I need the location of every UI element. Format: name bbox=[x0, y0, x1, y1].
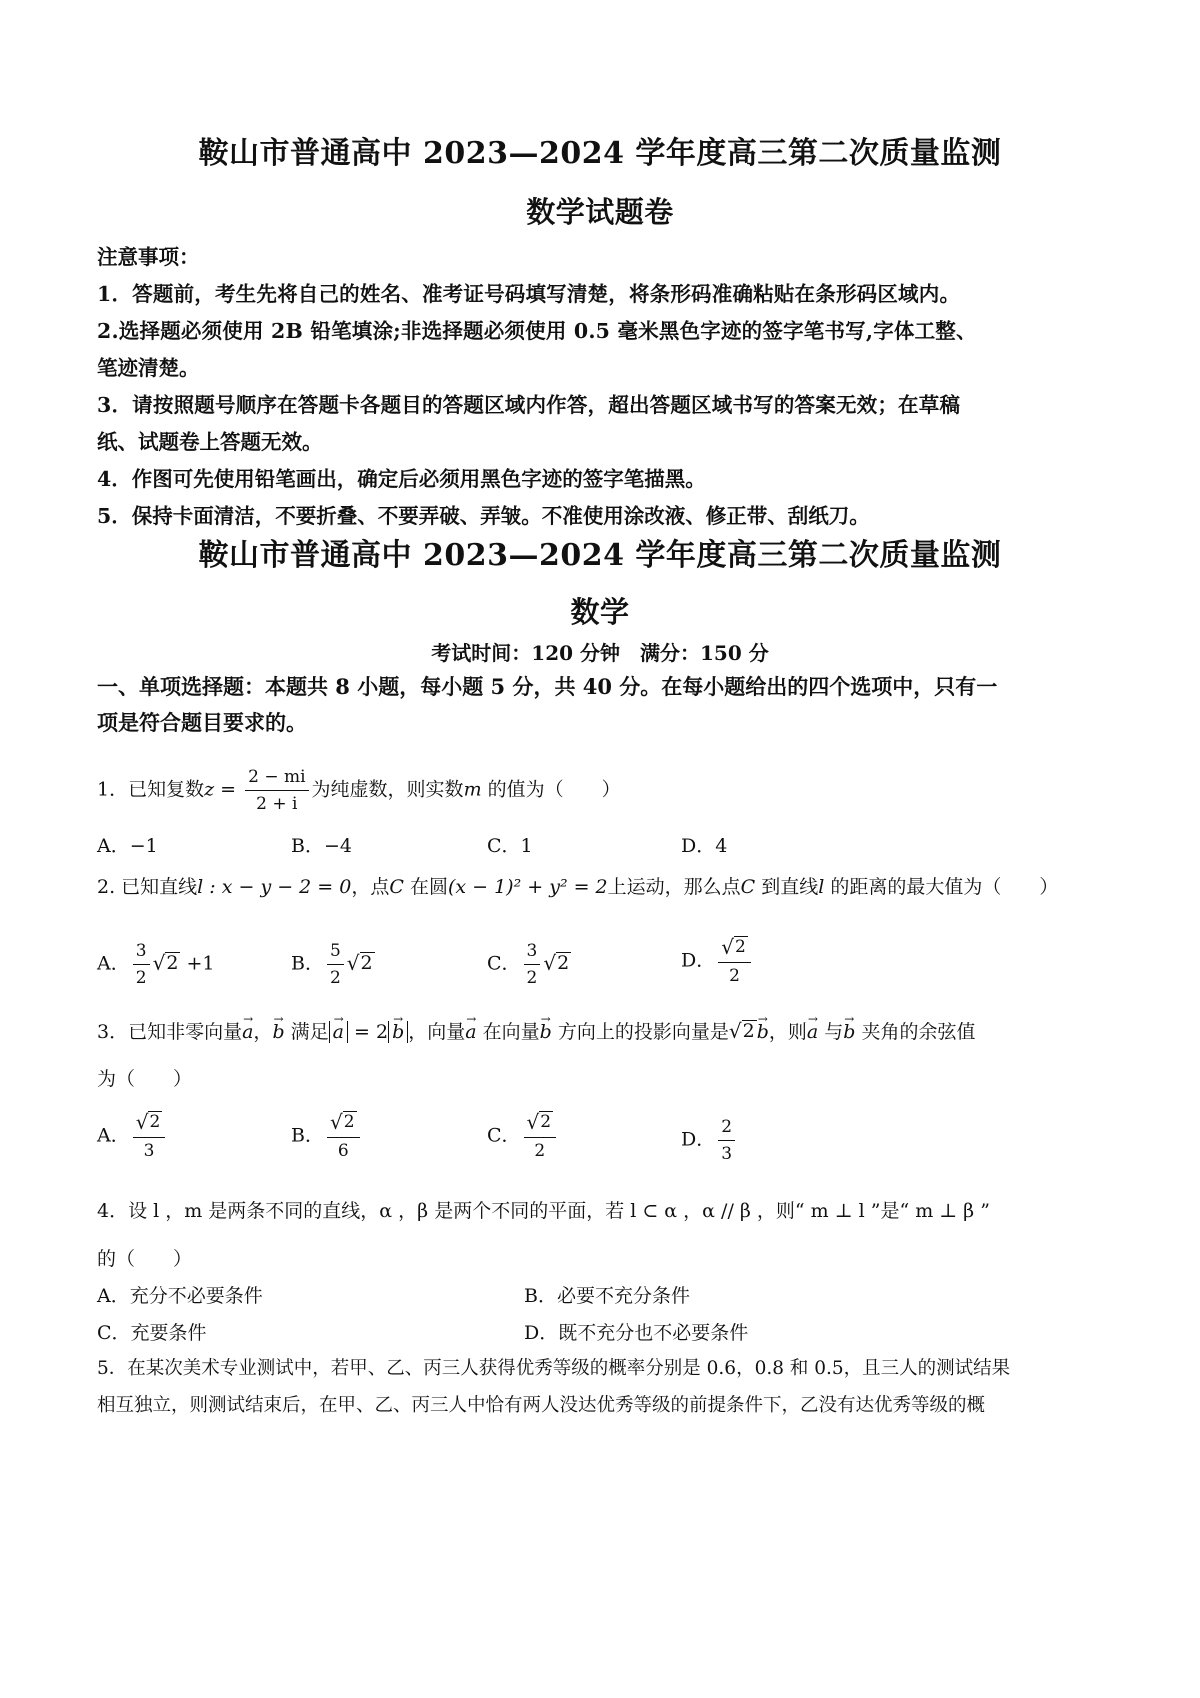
notice-item-1: 1．答题前，考生先将自己的姓名、准考证号码填写清楚，将条形码准确粘贴在条形码区域内。 bbox=[97, 282, 961, 306]
notice-item-2: 2.选择题必须使用 2B 铅笔填涂;非选择题必须使用 0.5 毫米黑色字迹的签字笔书写,字体工整、 bbox=[97, 319, 977, 343]
q1-option-b[interactable]: B．−4 bbox=[291, 835, 352, 857]
question-2: 2. 已知直线l : x − y − 2 = 0，点C 在圆(x − 1)² + y² = 2上运动，那么点C 到直线l 的距离的最大值为（ ） bbox=[97, 876, 1059, 898]
sqrt-symbol: √ 2 bbox=[135, 1110, 161, 1134]
sqrt-symbol: √ 2 bbox=[152, 950, 179, 975]
q2-option-a[interactable]: A． $\frac{3}{2}$ √ 2 +1 bbox=[97, 941, 215, 988]
q1-fraction: $\frac{2 - mi}{2 + i}$ bbox=[245, 766, 308, 815]
sqrt-symbol: √ 2 bbox=[346, 950, 373, 975]
q4-option-d[interactable]: D．既不充分也不必要条件 bbox=[524, 1322, 749, 1344]
q1-option-a[interactable]: A．−1 bbox=[97, 835, 158, 857]
exam-meta: 考试时间：120 分钟 满分：150 分 bbox=[431, 641, 769, 665]
q3-option-d[interactable]: D． $\frac{2}{3}$ bbox=[681, 1116, 738, 1165]
q4-option-a[interactable]: A．充分不必要条件 bbox=[97, 1285, 263, 1307]
question-4: 4．设 l ，m 是两条不同的直线，α ，β 是两个不同的平面，若 l ⊂ α ，α // β ，则“ m ⊥ l ”是“ m ⊥ β ” bbox=[97, 1200, 990, 1222]
q4-option-c[interactable]: C．充要条件 bbox=[97, 1322, 207, 1344]
section-1-line-1: 一、单项选择题：本题共 8 小题，每小题 5 分，共 40 分。在每小题给出的四个选项中，只有一 bbox=[97, 674, 998, 699]
notice-item-4: 4．作图可先使用铅笔画出，确定后必须用黑色字迹的签字笔描黑。 bbox=[97, 467, 706, 491]
notice-item-3: 3．请按照题号顺序在答题卡各题目的答题区域内作答，超出答题区域书写的答案无效；在草稿 bbox=[97, 393, 961, 417]
question-3: 3．已知非零向量→ a，→ b 满足→ a = 2→ b ，向量→ a 在向量→ b 方向上的投影向量是 √ 2 → b，则→ a 与→ b 夹角的余弦值 bbox=[97, 1017, 1113, 1047]
question-4-cont: 的（ ） bbox=[97, 1248, 193, 1270]
q2-option-b[interactable]: B． $\frac{5}{2}$ √ 2 bbox=[291, 941, 373, 988]
q3-option-a[interactable]: A． √ 2 3 bbox=[97, 1111, 168, 1162]
q2-option-c[interactable]: C． $\frac{3}{2}$ √ 2 bbox=[487, 941, 570, 988]
question-3-cont: 为（ ） bbox=[97, 1068, 193, 1090]
sqrt-symbol: √ 2 bbox=[721, 935, 746, 959]
exam-title: 鞍山市普通高中 2023—2024 学年度高三第二次质量监测 bbox=[198, 538, 1002, 573]
notice-item-5: 5．保持卡面清洁，不要折叠、不要弄破、弄皱。不准使用涂改液、修正带、刮纸刀。 bbox=[97, 504, 870, 528]
q3-option-b[interactable]: B． √ 2 6 bbox=[291, 1111, 363, 1162]
notice-heading: 注意事项： bbox=[97, 245, 200, 269]
q3-option-c[interactable]: C． √ 2 2 bbox=[487, 1111, 559, 1162]
page-subtitle: 数学试题卷 bbox=[526, 195, 674, 229]
question-1: 1．已知复数z = $\frac{2 - mi}{2 + i}$ 为纯虚数，则实数m 的值为（ ） bbox=[97, 767, 621, 814]
notice-item-2-cont: 笔迹清楚。 bbox=[97, 356, 200, 380]
q1-option-d[interactable]: D．4 bbox=[681, 835, 728, 857]
page-title: 鞍山市普通高中 2023—2024 学年度高三第二次质量监测 bbox=[198, 136, 1002, 171]
section-1-line-2: 项是符合题目要求的。 bbox=[97, 710, 307, 735]
question-5: 5．在某次美术专业测试中，若甲、乙、丙三人获得优秀等级的概率分别是 0.6，0.8 和 0.5，且三人的测试结果 bbox=[97, 1358, 1011, 1379]
sqrt-symbol: √ 2 bbox=[728, 1019, 755, 1043]
sqrt-symbol: √ 2 bbox=[526, 1110, 552, 1134]
question-5-cont: 相互独立，则测试结束后，在甲、乙、丙三人中恰有两人没达优秀等级的前提条件下，乙没有达优秀等级的概 bbox=[97, 1395, 986, 1416]
sqrt-symbol: √ 2 bbox=[543, 950, 570, 975]
q4-option-b[interactable]: B．必要不充分条件 bbox=[524, 1285, 690, 1307]
q2-option-d[interactable]: D． √ 2 2 bbox=[681, 936, 754, 987]
notice-item-3-cont: 纸、试题卷上答题无效。 bbox=[97, 430, 323, 454]
sqrt-symbol: √ 2 bbox=[329, 1110, 355, 1134]
exam-subject: 数学 bbox=[570, 595, 630, 629]
q1-option-c[interactable]: C．1 bbox=[487, 835, 533, 857]
